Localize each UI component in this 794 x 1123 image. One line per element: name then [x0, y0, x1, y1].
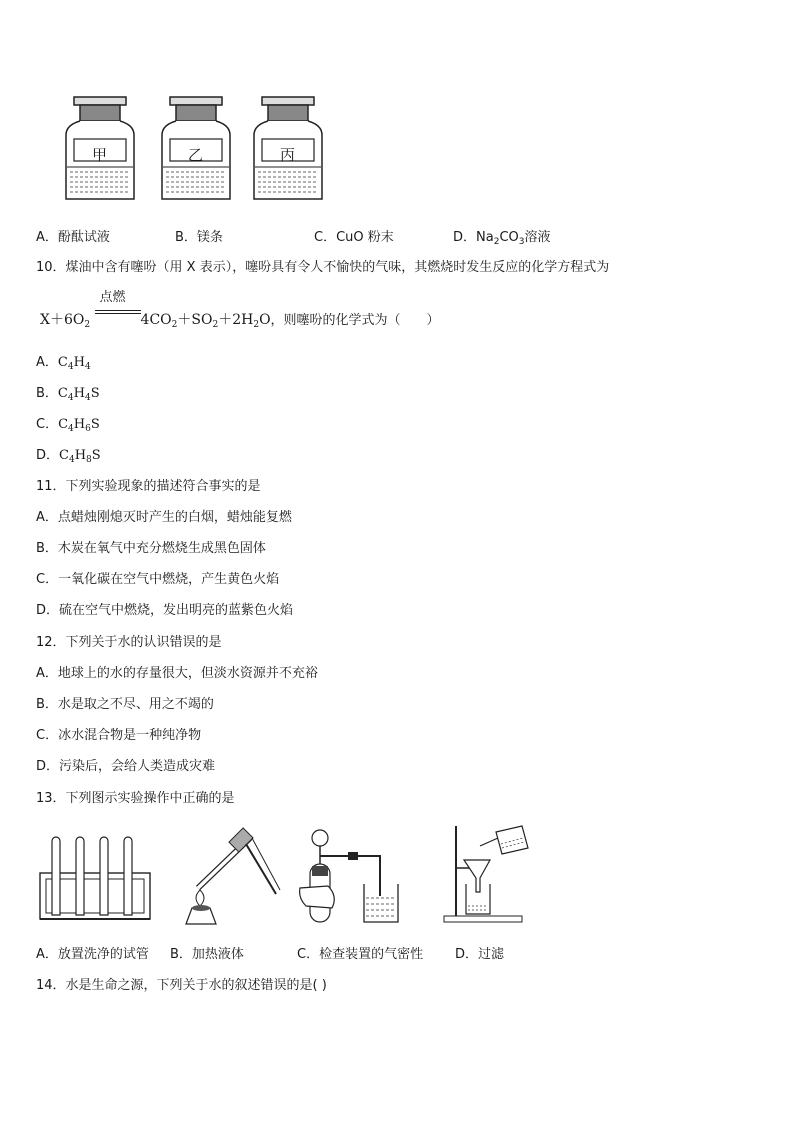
q12-option-b: B．水是取之不尽、用之不竭的 — [36, 697, 214, 712]
filtration-image — [440, 822, 540, 926]
q12-option-d: D．污染后，会给人类造成灾难 — [36, 759, 216, 774]
q13-option-d: D．过滤 — [455, 947, 505, 962]
q10-option-c: C．$C_4H_6S$ — [36, 417, 100, 434]
q12-option-c: C．冰水混合物是一种纯净物 — [36, 728, 202, 743]
q14-stem: 14．水是生命之源，下列关于水的叙述错误的是( ) — [36, 978, 327, 993]
q9-option-d: D．$Na_2CO_3$溶液 — [453, 230, 551, 247]
q11-option-a: A．点蜡烛刚熄灭时产生的白烟，蜡烛能复燃 — [36, 510, 292, 525]
q12-option-a: A．地球上的水的存量很大，但淡水资源并不充裕 — [36, 666, 318, 681]
q10-stem: 10．煤油中含有噻吩（用 X 表示），噻吩具有令人不愉快的气味，其燃烧时发生反应的化学方程式为 — [36, 260, 610, 275]
q13-option-a: A．放置洗净的试管 — [36, 947, 149, 962]
q9-option-c: C．CuO 粉末 — [314, 230, 394, 245]
reagent-bottles-figure — [60, 95, 350, 205]
bottle-label-bing: 丙 — [280, 146, 296, 164]
q9-option-a: A．酚酞试液 — [36, 230, 110, 245]
q12-stem: 12．下列关于水的认识错误的是 — [36, 635, 222, 650]
q10-option-b: B．$C_4H_4S$ — [36, 386, 100, 403]
q9-option-b: B．镁条 — [175, 230, 223, 245]
reaction-condition: 点燃 — [99, 290, 126, 305]
q11-option-c: C．一氧化碳在空气中燃烧，产生黄色火焰 — [36, 572, 280, 587]
heating-liquid-image — [178, 828, 288, 928]
q10-option-a: A．$C_4H_4$ — [36, 355, 91, 372]
q10-equation: $X+6O_2$ 点燃 $4CO_2+SO_2+2H_2O$，则噻吩的化学式为（ ） — [40, 290, 440, 330]
q10-option-d: D．$C_4H_8S$ — [36, 448, 101, 465]
q11-option-d: D．硫在空气中燃烧，发出明亮的蓝紫色火焰 — [36, 603, 294, 618]
bottle-label-yi: 乙 — [188, 146, 204, 164]
q13-stem: 13．下列图示实验操作中正确的是 — [36, 791, 235, 806]
q11-option-b: B．木炭在氧气中充分燃烧生成黑色固体 — [36, 541, 266, 556]
q13-option-b: B．加热液体 — [170, 947, 244, 962]
q13-option-c: C．检查装置的气密性 — [297, 947, 424, 962]
bottle-label-jia: 甲 — [92, 146, 108, 164]
q11-stem: 11．下列实验现象的描述符合事实的是 — [36, 479, 261, 494]
airtightness-check-image — [298, 826, 408, 926]
test-tube-rack-image — [38, 835, 158, 925]
